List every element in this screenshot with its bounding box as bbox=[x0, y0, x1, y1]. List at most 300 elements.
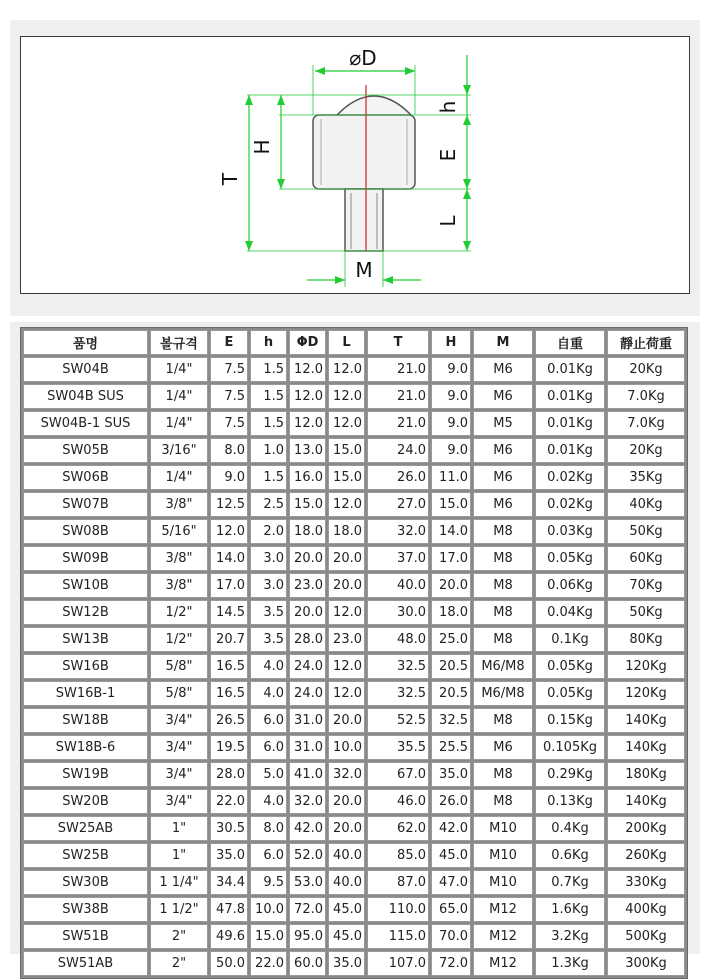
table-cell: SW10B bbox=[23, 573, 148, 598]
spec-table bbox=[20, 327, 688, 979]
table-row bbox=[23, 924, 685, 949]
table-row bbox=[23, 357, 685, 382]
table-cell: 3/8" bbox=[150, 546, 208, 571]
header-cell: 自重 bbox=[535, 330, 605, 355]
table-cell: M8 bbox=[473, 762, 533, 787]
table-cell: 8.0 bbox=[210, 438, 248, 463]
table-cell: M8 bbox=[473, 789, 533, 814]
table-cell: SW16B-1 bbox=[23, 681, 148, 706]
table-cell: 80Kg bbox=[607, 627, 685, 652]
phi-d-arrow-right bbox=[405, 67, 415, 75]
table-cell: 0.15Kg bbox=[535, 708, 605, 733]
table-cell: 12.0 bbox=[328, 681, 365, 706]
table-cell: 23.0 bbox=[328, 627, 365, 652]
dimension-drawing-svg bbox=[21, 37, 689, 293]
table-cell: 115.0 bbox=[367, 924, 429, 949]
table-cell: 3/8" bbox=[150, 492, 208, 517]
table-cell: 18.0 bbox=[431, 600, 471, 625]
table-cell: SW51B bbox=[23, 924, 148, 949]
table-cell: 3.0 bbox=[250, 573, 287, 598]
table-cell: 1/2" bbox=[150, 627, 208, 652]
table-row bbox=[23, 654, 685, 679]
table-row bbox=[23, 681, 685, 706]
table-cell: 1.5 bbox=[250, 411, 287, 436]
table-cell: M10 bbox=[473, 870, 533, 895]
table-cell: 8.0 bbox=[250, 816, 287, 841]
table-cell: 9.0 bbox=[431, 384, 471, 409]
table-cell: 20.0 bbox=[328, 573, 365, 598]
table-cell: 20.0 bbox=[328, 546, 365, 571]
table-cell: 200Kg bbox=[607, 816, 685, 841]
table-cell: 7.0Kg bbox=[607, 411, 685, 436]
table-cell: 12.0 bbox=[328, 357, 365, 382]
table-cell: 40.0 bbox=[328, 843, 365, 868]
table-cell: 7.5 bbox=[210, 411, 248, 436]
table-cell: M6 bbox=[473, 384, 533, 409]
table-cell: SW13B bbox=[23, 627, 148, 652]
table-cell: 10.0 bbox=[328, 735, 365, 760]
table-cell: 7.5 bbox=[210, 357, 248, 382]
table-cell: 35.0 bbox=[210, 843, 248, 868]
table-cell: 49.6 bbox=[210, 924, 248, 949]
table-cell: 25.0 bbox=[431, 627, 471, 652]
table-cell: 30.0 bbox=[367, 600, 429, 625]
table-cell: 110.0 bbox=[367, 897, 429, 922]
table-cell: SW09B bbox=[23, 546, 148, 571]
table-cell: 0.04Kg bbox=[535, 600, 605, 625]
table-cell: 31.0 bbox=[289, 735, 326, 760]
table-cell: 16.5 bbox=[210, 654, 248, 679]
table-cell: SW18B-6 bbox=[23, 735, 148, 760]
table-cell: 3.2Kg bbox=[535, 924, 605, 949]
table-cell: 9.0 bbox=[431, 411, 471, 436]
table-cell: 180Kg bbox=[607, 762, 685, 787]
h-large-label: H bbox=[250, 139, 274, 155]
table-cell: 95.0 bbox=[289, 924, 326, 949]
table-cell: 50Kg bbox=[607, 519, 685, 544]
table-cell: 9.0 bbox=[431, 357, 471, 382]
table-header-row bbox=[23, 330, 685, 355]
header-cell: 볼규격 bbox=[150, 330, 208, 355]
table-cell: M6 bbox=[473, 465, 533, 490]
table-cell: 6.0 bbox=[250, 843, 287, 868]
table-cell: 0.05Kg bbox=[535, 546, 605, 571]
table-cell: M8 bbox=[473, 546, 533, 571]
table-cell: M6 bbox=[473, 438, 533, 463]
table-cell: 28.0 bbox=[289, 627, 326, 652]
table-cell: 24.0 bbox=[289, 681, 326, 706]
table-cell: 52.5 bbox=[367, 708, 429, 733]
table-cell: 15.0 bbox=[289, 492, 326, 517]
m-arrow-left bbox=[335, 276, 345, 284]
table-cell: 20Kg bbox=[607, 357, 685, 382]
table-cell: 53.0 bbox=[289, 870, 326, 895]
table-cell: 20.5 bbox=[431, 654, 471, 679]
table-cell: 140Kg bbox=[607, 708, 685, 733]
table-cell: 107.0 bbox=[367, 951, 429, 976]
table-cell: 14.5 bbox=[210, 600, 248, 625]
table-cell: 4.0 bbox=[250, 789, 287, 814]
table-cell: 3.5 bbox=[250, 627, 287, 652]
header-cell: ΦD bbox=[289, 330, 326, 355]
table-cell: 11.0 bbox=[431, 465, 471, 490]
table-cell: SW04B SUS bbox=[23, 384, 148, 409]
table-cell: SW06B bbox=[23, 465, 148, 490]
table-cell: 32.5 bbox=[431, 708, 471, 733]
table-cell: 20.0 bbox=[328, 816, 365, 841]
table-cell: 35Kg bbox=[607, 465, 685, 490]
table-row bbox=[23, 546, 685, 571]
table-cell: 15.0 bbox=[431, 492, 471, 517]
table-cell: 50.0 bbox=[210, 951, 248, 976]
table-cell: 4.0 bbox=[250, 654, 287, 679]
table-cell: 20.0 bbox=[328, 708, 365, 733]
table-cell: 26.5 bbox=[210, 708, 248, 733]
table-cell: 32.0 bbox=[289, 789, 326, 814]
table-cell: 12.0 bbox=[289, 411, 326, 436]
table-cell: SW07B bbox=[23, 492, 148, 517]
table-cell: M8 bbox=[473, 708, 533, 733]
table-cell: 12.0 bbox=[328, 384, 365, 409]
table-cell: 87.0 bbox=[367, 870, 429, 895]
housing-body bbox=[313, 115, 415, 189]
table-cell: 0.13Kg bbox=[535, 789, 605, 814]
table-cell: M8 bbox=[473, 573, 533, 598]
table-cell: 22.0 bbox=[250, 951, 287, 976]
table-cell: 32.0 bbox=[328, 762, 365, 787]
table-cell: M6 bbox=[473, 357, 533, 382]
table-cell: 72.0 bbox=[431, 951, 471, 976]
table-cell: 25.5 bbox=[431, 735, 471, 760]
table-cell: 300Kg bbox=[607, 951, 685, 976]
table-cell: 12.0 bbox=[328, 654, 365, 679]
table-cell: 3/4" bbox=[150, 762, 208, 787]
m-label: M bbox=[355, 258, 373, 282]
table-cell: 1" bbox=[150, 816, 208, 841]
table-cell: M8 bbox=[473, 627, 533, 652]
table-cell: 45.0 bbox=[431, 843, 471, 868]
table-cell: 27.0 bbox=[367, 492, 429, 517]
table-row bbox=[23, 519, 685, 544]
table-cell: 45.0 bbox=[328, 897, 365, 922]
table-row bbox=[23, 843, 685, 868]
table-cell: M12 bbox=[473, 897, 533, 922]
table-cell: 3.0 bbox=[250, 546, 287, 571]
table-row bbox=[23, 465, 685, 490]
table-cell: 9.0 bbox=[431, 438, 471, 463]
table-cell: M6/M8 bbox=[473, 654, 533, 679]
table-cell: M6 bbox=[473, 492, 533, 517]
table-cell: 20.0 bbox=[289, 600, 326, 625]
table-cell: 28.0 bbox=[210, 762, 248, 787]
table-cell: 500Kg bbox=[607, 924, 685, 949]
table-cell: 62.0 bbox=[367, 816, 429, 841]
table-cell: 0.01Kg bbox=[535, 411, 605, 436]
table-cell: 70Kg bbox=[607, 573, 685, 598]
table-cell: M8 bbox=[473, 600, 533, 625]
table-cell: 0.05Kg bbox=[535, 654, 605, 679]
table-cell: 41.0 bbox=[289, 762, 326, 787]
m-arrow-right bbox=[383, 276, 393, 284]
table-cell: 20.0 bbox=[431, 573, 471, 598]
table-cell: 5/16" bbox=[150, 519, 208, 544]
table-cell: 20Kg bbox=[607, 438, 685, 463]
table-cell: 35.0 bbox=[431, 762, 471, 787]
h-arrow-top bbox=[463, 85, 471, 95]
table-row bbox=[23, 708, 685, 733]
table-cell: 16.0 bbox=[289, 465, 326, 490]
t-arrow-bottom bbox=[245, 241, 253, 251]
table-cell: SW19B bbox=[23, 762, 148, 787]
table-cell: 9.0 bbox=[210, 465, 248, 490]
header-cell: T bbox=[367, 330, 429, 355]
table-cell: M6 bbox=[473, 735, 533, 760]
t-arrow-top bbox=[245, 95, 253, 105]
table-cell: 7.0Kg bbox=[607, 384, 685, 409]
table-cell: 0.7Kg bbox=[535, 870, 605, 895]
table-cell: M10 bbox=[473, 843, 533, 868]
table-cell: 34.4 bbox=[210, 870, 248, 895]
table-cell: 0.1Kg bbox=[535, 627, 605, 652]
table-cell: 12.0 bbox=[210, 519, 248, 544]
table-cell: 0.01Kg bbox=[535, 384, 605, 409]
l-label: L bbox=[436, 215, 460, 227]
table-cell: SW25AB bbox=[23, 816, 148, 841]
table-cell: 40.0 bbox=[328, 870, 365, 895]
e-label: E bbox=[436, 148, 460, 162]
table-cell: 23.0 bbox=[289, 573, 326, 598]
table-cell: 120Kg bbox=[607, 654, 685, 679]
ball-dome bbox=[337, 96, 411, 115]
table-row bbox=[23, 735, 685, 760]
table-row bbox=[23, 492, 685, 517]
table-cell: 5.0 bbox=[250, 762, 287, 787]
table-cell: 42.0 bbox=[289, 816, 326, 841]
header-cell: M bbox=[473, 330, 533, 355]
table-cell: 31.0 bbox=[289, 708, 326, 733]
table-row bbox=[23, 870, 685, 895]
table-cell: 1.6Kg bbox=[535, 897, 605, 922]
table-cell: SW30B bbox=[23, 870, 148, 895]
table-cell: 1/4" bbox=[150, 411, 208, 436]
table-cell: 1.5 bbox=[250, 465, 287, 490]
table-cell: 0.05Kg bbox=[535, 681, 605, 706]
table-cell: SW38B bbox=[23, 897, 148, 922]
table-cell: 1" bbox=[150, 843, 208, 868]
table-cell: 3/16" bbox=[150, 438, 208, 463]
spec-table-body bbox=[23, 357, 685, 976]
table-cell: 60Kg bbox=[607, 546, 685, 571]
table-cell: M6/M8 bbox=[473, 681, 533, 706]
table-row bbox=[23, 789, 685, 814]
table-cell: SW25B bbox=[23, 843, 148, 868]
table-cell: 18.0 bbox=[328, 519, 365, 544]
header-cell: E bbox=[210, 330, 248, 355]
table-cell: 21.0 bbox=[367, 384, 429, 409]
table-cell: 17.0 bbox=[210, 573, 248, 598]
table-cell: 65.0 bbox=[431, 897, 471, 922]
table-row bbox=[23, 897, 685, 922]
table-cell: SW12B bbox=[23, 600, 148, 625]
table-cell: 32.5 bbox=[367, 681, 429, 706]
header-cell: 품명 bbox=[23, 330, 148, 355]
table-cell: SW08B bbox=[23, 519, 148, 544]
table-cell: 7.5 bbox=[210, 384, 248, 409]
table-cell: SW04B-1 SUS bbox=[23, 411, 148, 436]
ball-transfer-drawing bbox=[20, 36, 690, 294]
table-cell: 0.06Kg bbox=[535, 573, 605, 598]
table-row bbox=[23, 627, 685, 652]
table-cell: 1.5 bbox=[250, 357, 287, 382]
table-cell: 5/8" bbox=[150, 681, 208, 706]
table-cell: 35.5 bbox=[367, 735, 429, 760]
table-cell: 40Kg bbox=[607, 492, 685, 517]
table-cell: SW04B bbox=[23, 357, 148, 382]
table-cell: 140Kg bbox=[607, 735, 685, 760]
hh-arrow-bottom bbox=[277, 179, 285, 189]
table-cell: 30.5 bbox=[210, 816, 248, 841]
table-cell: 35.0 bbox=[328, 951, 365, 976]
table-cell: 60.0 bbox=[289, 951, 326, 976]
table-cell: 45.0 bbox=[328, 924, 365, 949]
table-cell: 0.02Kg bbox=[535, 465, 605, 490]
table-cell: 15.0 bbox=[250, 924, 287, 949]
table-cell: 1 1/4" bbox=[150, 870, 208, 895]
table-cell: M5 bbox=[473, 411, 533, 436]
h-small-label: h bbox=[436, 100, 460, 114]
table-cell: 0.4Kg bbox=[535, 816, 605, 841]
table-cell: 1.5 bbox=[250, 384, 287, 409]
table-cell: 10.0 bbox=[250, 897, 287, 922]
l-arrow-bottom bbox=[463, 241, 471, 251]
table-cell: 2" bbox=[150, 951, 208, 976]
table-cell: 21.0 bbox=[367, 357, 429, 382]
table-cell: 12.0 bbox=[328, 411, 365, 436]
header-cell: L bbox=[328, 330, 365, 355]
table-cell: 1/2" bbox=[150, 600, 208, 625]
table-row bbox=[23, 411, 685, 436]
table-cell: 12.0 bbox=[328, 492, 365, 517]
table-cell: 6.0 bbox=[250, 708, 287, 733]
table-cell: 40.0 bbox=[367, 573, 429, 598]
header-cell: 靜止荷重 bbox=[607, 330, 685, 355]
table-cell: M10 bbox=[473, 816, 533, 841]
table-cell: 2" bbox=[150, 924, 208, 949]
table-cell: 52.0 bbox=[289, 843, 326, 868]
phi-d-label: ⌀D bbox=[349, 46, 377, 70]
table-cell: 1/4" bbox=[150, 357, 208, 382]
table-cell: 3/4" bbox=[150, 735, 208, 760]
table-cell: 3/4" bbox=[150, 789, 208, 814]
table-cell: 20.5 bbox=[431, 681, 471, 706]
table-cell: 20.7 bbox=[210, 627, 248, 652]
table-cell: M12 bbox=[473, 924, 533, 949]
table-cell: 0.03Kg bbox=[535, 519, 605, 544]
table-row bbox=[23, 384, 685, 409]
table-cell: SW20B bbox=[23, 789, 148, 814]
table-cell: 12.0 bbox=[328, 600, 365, 625]
table-cell: 1.0 bbox=[250, 438, 287, 463]
table-cell: 26.0 bbox=[431, 789, 471, 814]
header-cell: H bbox=[431, 330, 471, 355]
h-arrow-bottom bbox=[463, 115, 471, 125]
table-cell: 15.0 bbox=[328, 438, 365, 463]
table-cell: 32.0 bbox=[367, 519, 429, 544]
table-cell: 140Kg bbox=[607, 789, 685, 814]
table-cell: 3/8" bbox=[150, 573, 208, 598]
table-cell: 3.5 bbox=[250, 600, 287, 625]
table-cell: 85.0 bbox=[367, 843, 429, 868]
table-cell: M12 bbox=[473, 951, 533, 976]
table-cell: 48.0 bbox=[367, 627, 429, 652]
table-cell: 2.5 bbox=[250, 492, 287, 517]
table-cell: 1.3Kg bbox=[535, 951, 605, 976]
t-label: T bbox=[218, 172, 242, 186]
table-cell: 20.0 bbox=[328, 789, 365, 814]
table-cell: M8 bbox=[473, 519, 533, 544]
table-cell: 9.5 bbox=[250, 870, 287, 895]
diagram-frame bbox=[10, 20, 700, 316]
table-cell: 20.0 bbox=[289, 546, 326, 571]
table-cell: 47.0 bbox=[431, 870, 471, 895]
spec-table-frame bbox=[10, 322, 700, 971]
table-cell: 50Kg bbox=[607, 600, 685, 625]
table-cell: 24.0 bbox=[367, 438, 429, 463]
table-cell: 21.0 bbox=[367, 411, 429, 436]
table-cell: 0.105Kg bbox=[535, 735, 605, 760]
table-cell: 3/4" bbox=[150, 708, 208, 733]
table-cell: 0.29Kg bbox=[535, 762, 605, 787]
table-cell: 47.8 bbox=[210, 897, 248, 922]
table-cell: 18.0 bbox=[289, 519, 326, 544]
table-cell: 17.0 bbox=[431, 546, 471, 571]
e-arrow-bottom bbox=[463, 179, 471, 189]
table-cell: 260Kg bbox=[607, 843, 685, 868]
phi-d-arrow-left bbox=[315, 67, 325, 75]
table-cell: 1/4" bbox=[150, 465, 208, 490]
table-cell: 0.01Kg bbox=[535, 438, 605, 463]
table-row bbox=[23, 438, 685, 463]
hh-arrow-top bbox=[277, 95, 285, 105]
table-cell: 32.5 bbox=[367, 654, 429, 679]
table-cell: 330Kg bbox=[607, 870, 685, 895]
table-cell: 6.0 bbox=[250, 735, 287, 760]
table-cell: 5/8" bbox=[150, 654, 208, 679]
table-cell: 37.0 bbox=[367, 546, 429, 571]
table-cell: 46.0 bbox=[367, 789, 429, 814]
table-cell: 120Kg bbox=[607, 681, 685, 706]
table-cell: 42.0 bbox=[431, 816, 471, 841]
table-cell: SW51AB bbox=[23, 951, 148, 976]
table-cell: 72.0 bbox=[289, 897, 326, 922]
table-cell: 26.0 bbox=[367, 465, 429, 490]
table-cell: SW18B bbox=[23, 708, 148, 733]
table-cell: 0.6Kg bbox=[535, 843, 605, 868]
table-cell: 0.02Kg bbox=[535, 492, 605, 517]
table-row bbox=[23, 600, 685, 625]
table-cell: 24.0 bbox=[289, 654, 326, 679]
table-cell: 14.0 bbox=[431, 519, 471, 544]
table-cell: 1/4" bbox=[150, 384, 208, 409]
table-cell: SW05B bbox=[23, 438, 148, 463]
header-cell: h bbox=[250, 330, 287, 355]
table-cell: 15.0 bbox=[328, 465, 365, 490]
table-cell: 19.5 bbox=[210, 735, 248, 760]
l-arrow-top bbox=[463, 189, 471, 199]
table-cell: 12.0 bbox=[289, 357, 326, 382]
table-cell: 400Kg bbox=[607, 897, 685, 922]
table-cell: 1 1/2" bbox=[150, 897, 208, 922]
